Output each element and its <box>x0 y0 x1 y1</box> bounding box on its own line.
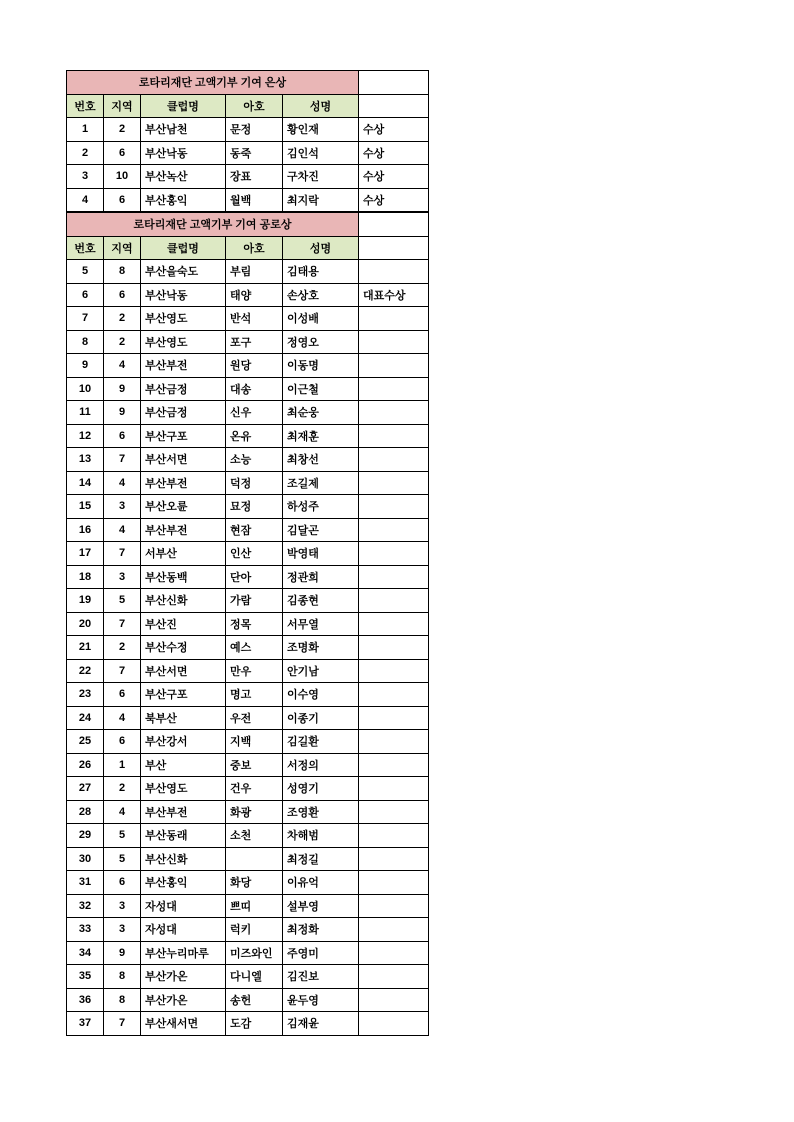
table-row <box>67 824 429 848</box>
table-row <box>67 330 429 354</box>
header-spacer <box>359 94 429 118</box>
cell-number: 21 <box>67 636 104 660</box>
cell-pen-name: 중보 <box>226 753 283 777</box>
cell-number: 7 <box>67 307 104 331</box>
cell-pen-name: 반석 <box>226 307 283 331</box>
cell-club-name: 부산강서 <box>141 730 226 754</box>
row-note <box>359 847 429 871</box>
column-header: 아호 <box>226 94 283 118</box>
cell-club-name: 부산부전 <box>141 471 226 495</box>
cell-member-name: 이성배 <box>283 307 359 331</box>
cell-member-name: 김진보 <box>283 965 359 989</box>
row-note <box>359 918 429 942</box>
cell-club-name: 부산수정 <box>141 636 226 660</box>
column-header: 클럽명 <box>141 236 226 260</box>
cell-club-name: 부산녹산 <box>141 165 226 189</box>
cell-club-name: 부산구포 <box>141 424 226 448</box>
cell-district: 8 <box>104 965 141 989</box>
cell-number: 5 <box>67 260 104 284</box>
cell-district: 8 <box>104 260 141 284</box>
cell-number: 10 <box>67 377 104 401</box>
cell-district: 10 <box>104 165 141 189</box>
cell-pen-name: 장표 <box>226 165 283 189</box>
table-title: 로타리재단 고액기부 기여 은상 <box>67 71 359 95</box>
table-row <box>67 165 429 189</box>
table-row <box>67 800 429 824</box>
cell-district: 5 <box>104 589 141 613</box>
cell-club-name: 부산남천 <box>141 118 226 142</box>
cell-pen-name: 부림 <box>226 260 283 284</box>
table-row <box>67 495 429 519</box>
cell-club-name: 서부산 <box>141 542 226 566</box>
cell-club-name: 부산 <box>141 753 226 777</box>
cell-pen-name: 만우 <box>226 659 283 683</box>
cell-district: 4 <box>104 354 141 378</box>
cell-district: 6 <box>104 730 141 754</box>
cell-member-name: 정관희 <box>283 565 359 589</box>
row-note <box>359 988 429 1012</box>
cell-member-name: 김길환 <box>283 730 359 754</box>
table-row <box>67 283 429 307</box>
cell-number: 2 <box>67 141 104 165</box>
cell-club-name: 북부산 <box>141 706 226 730</box>
row-note <box>359 424 429 448</box>
cell-number: 14 <box>67 471 104 495</box>
cell-number: 27 <box>67 777 104 801</box>
cell-pen-name: 우전 <box>226 706 283 730</box>
row-note <box>359 330 429 354</box>
row-note <box>359 800 429 824</box>
column-header: 지역 <box>104 236 141 260</box>
row-note <box>359 448 429 472</box>
cell-pen-name: 정목 <box>226 612 283 636</box>
row-note <box>359 894 429 918</box>
cell-number: 30 <box>67 847 104 871</box>
cell-district: 3 <box>104 565 141 589</box>
cell-club-name: 부산금정 <box>141 401 226 425</box>
cell-pen-name: 단아 <box>226 565 283 589</box>
cell-number: 22 <box>67 659 104 683</box>
row-note: 수상 <box>359 118 429 142</box>
cell-club-name: 자성대 <box>141 918 226 942</box>
cell-number: 13 <box>67 448 104 472</box>
table-row <box>67 589 429 613</box>
cell-club-name: 부산낙동 <box>141 141 226 165</box>
table-row <box>67 377 429 401</box>
column-header: 아호 <box>226 236 283 260</box>
cell-club-name: 부산가온 <box>141 988 226 1012</box>
row-note <box>359 941 429 965</box>
cell-member-name: 최정길 <box>283 847 359 871</box>
row-note <box>359 965 429 989</box>
cell-member-name: 손상호 <box>283 283 359 307</box>
table-row <box>67 659 429 683</box>
cell-number: 19 <box>67 589 104 613</box>
cell-club-name: 부산금정 <box>141 377 226 401</box>
cell-club-name: 부산누리마루 <box>141 941 226 965</box>
cell-club-name: 자성대 <box>141 894 226 918</box>
cell-district: 1 <box>104 753 141 777</box>
cell-pen-name: 신우 <box>226 401 283 425</box>
cell-member-name: 주영미 <box>283 941 359 965</box>
title-spacer <box>359 71 429 95</box>
cell-district: 6 <box>104 871 141 895</box>
table-row <box>67 260 429 284</box>
cell-district: 5 <box>104 824 141 848</box>
table-header-row <box>67 94 429 118</box>
cell-club-name: 부산신화 <box>141 589 226 613</box>
table-header-row <box>67 236 429 260</box>
cell-member-name: 구차진 <box>283 165 359 189</box>
table-title-row <box>67 213 429 237</box>
cell-club-name: 부산서면 <box>141 659 226 683</box>
cell-pen-name: 소천 <box>226 824 283 848</box>
cell-pen-name: 문정 <box>226 118 283 142</box>
cell-club-name: 부산신화 <box>141 847 226 871</box>
cell-pen-name: 온유 <box>226 424 283 448</box>
row-note <box>359 824 429 848</box>
table-row <box>67 448 429 472</box>
row-note: 수상 <box>359 165 429 189</box>
cell-number: 11 <box>67 401 104 425</box>
cell-pen-name: 태양 <box>226 283 283 307</box>
row-note <box>359 683 429 707</box>
cell-member-name: 하성주 <box>283 495 359 519</box>
cell-member-name: 김인석 <box>283 141 359 165</box>
cell-district: 9 <box>104 377 141 401</box>
row-note <box>359 777 429 801</box>
cell-member-name: 최창선 <box>283 448 359 472</box>
table-row <box>67 706 429 730</box>
cell-district: 7 <box>104 1012 141 1036</box>
column-header: 성명 <box>283 236 359 260</box>
cell-club-name: 부산새서면 <box>141 1012 226 1036</box>
row-note <box>359 730 429 754</box>
cell-district: 7 <box>104 448 141 472</box>
cell-pen-name: 송헌 <box>226 988 283 1012</box>
cell-club-name: 부산부전 <box>141 518 226 542</box>
cell-pen-name: 동죽 <box>226 141 283 165</box>
cell-number: 34 <box>67 941 104 965</box>
cell-pen-name: 원당 <box>226 354 283 378</box>
cell-club-name: 부산진 <box>141 612 226 636</box>
cell-member-name: 김재윤 <box>283 1012 359 1036</box>
row-note <box>359 753 429 777</box>
cell-number: 1 <box>67 118 104 142</box>
cell-club-name: 부산구포 <box>141 683 226 707</box>
row-note <box>359 518 429 542</box>
table-row <box>67 612 429 636</box>
cell-member-name: 김종현 <box>283 589 359 613</box>
cell-club-name: 부산을숙도 <box>141 260 226 284</box>
cell-club-name: 부산영도 <box>141 307 226 331</box>
table-row <box>67 988 429 1012</box>
table-row <box>67 683 429 707</box>
cell-number: 8 <box>67 330 104 354</box>
row-note <box>359 871 429 895</box>
cell-district: 7 <box>104 542 141 566</box>
row-note <box>359 377 429 401</box>
cell-district: 4 <box>104 706 141 730</box>
cell-member-name: 이근철 <box>283 377 359 401</box>
row-note: 수상 <box>359 188 429 212</box>
table-row <box>67 542 429 566</box>
cell-number: 32 <box>67 894 104 918</box>
table-row <box>67 918 429 942</box>
table-row <box>67 354 429 378</box>
cell-club-name: 부산홍익 <box>141 871 226 895</box>
cell-district: 2 <box>104 118 141 142</box>
row-note: 수상 <box>359 141 429 165</box>
table-title-row <box>67 71 429 95</box>
cell-district: 8 <box>104 988 141 1012</box>
row-note <box>359 401 429 425</box>
table-row <box>67 941 429 965</box>
cell-district: 6 <box>104 683 141 707</box>
cell-pen-name: 월백 <box>226 188 283 212</box>
cell-number: 4 <box>67 188 104 212</box>
cell-pen-name: 다니엘 <box>226 965 283 989</box>
cell-member-name: 이동명 <box>283 354 359 378</box>
cell-club-name: 부산홍익 <box>141 188 226 212</box>
row-note <box>359 706 429 730</box>
cell-pen-name: 소능 <box>226 448 283 472</box>
table-row <box>67 1012 429 1036</box>
cell-pen-name: 럭키 <box>226 918 283 942</box>
title-spacer <box>359 213 429 237</box>
cell-member-name: 서정의 <box>283 753 359 777</box>
cell-pen-name <box>226 847 283 871</box>
cell-number: 28 <box>67 800 104 824</box>
cell-district: 9 <box>104 401 141 425</box>
table-row <box>67 471 429 495</box>
row-note <box>359 636 429 660</box>
cell-member-name: 조명화 <box>283 636 359 660</box>
cell-member-name: 황인재 <box>283 118 359 142</box>
cell-club-name: 부산동백 <box>141 565 226 589</box>
cell-club-name: 부산부전 <box>141 800 226 824</box>
cell-number: 29 <box>67 824 104 848</box>
table-row <box>67 188 429 212</box>
row-note <box>359 260 429 284</box>
cell-member-name: 정영오 <box>283 330 359 354</box>
row-note <box>359 542 429 566</box>
table-row <box>67 753 429 777</box>
cell-district: 4 <box>104 471 141 495</box>
cell-club-name: 부산낙동 <box>141 283 226 307</box>
cell-club-name: 부산서면 <box>141 448 226 472</box>
cell-member-name: 김태용 <box>283 260 359 284</box>
column-header: 지역 <box>104 94 141 118</box>
cell-district: 2 <box>104 307 141 331</box>
cell-member-name: 김달곤 <box>283 518 359 542</box>
cell-district: 2 <box>104 636 141 660</box>
row-note <box>359 589 429 613</box>
table-row <box>67 518 429 542</box>
cell-number: 24 <box>67 706 104 730</box>
cell-pen-name: 포구 <box>226 330 283 354</box>
cell-district: 7 <box>104 659 141 683</box>
cell-pen-name: 예스 <box>226 636 283 660</box>
cell-district: 4 <box>104 800 141 824</box>
cell-district: 7 <box>104 612 141 636</box>
cell-district: 2 <box>104 777 141 801</box>
table-row <box>67 565 429 589</box>
cell-pen-name: 현잠 <box>226 518 283 542</box>
table-row <box>67 847 429 871</box>
cell-member-name: 박영태 <box>283 542 359 566</box>
cell-number: 35 <box>67 965 104 989</box>
cell-pen-name: 건우 <box>226 777 283 801</box>
cell-number: 3 <box>67 165 104 189</box>
table-row <box>67 141 429 165</box>
cell-club-name: 부산부전 <box>141 354 226 378</box>
merit-award-table <box>66 212 429 1036</box>
cell-member-name: 차해범 <box>283 824 359 848</box>
row-note <box>359 307 429 331</box>
cell-number: 15 <box>67 495 104 519</box>
cell-district: 3 <box>104 918 141 942</box>
cell-pen-name: 화당 <box>226 871 283 895</box>
cell-member-name: 조길제 <box>283 471 359 495</box>
column-header: 성명 <box>283 94 359 118</box>
cell-club-name: 부산영도 <box>141 330 226 354</box>
cell-pen-name: 지백 <box>226 730 283 754</box>
table-row <box>67 871 429 895</box>
row-note <box>359 659 429 683</box>
cell-number: 12 <box>67 424 104 448</box>
cell-number: 37 <box>67 1012 104 1036</box>
cell-district: 6 <box>104 283 141 307</box>
cell-member-name: 설부영 <box>283 894 359 918</box>
cell-district: 3 <box>104 495 141 519</box>
cell-district: 2 <box>104 330 141 354</box>
cell-number: 23 <box>67 683 104 707</box>
cell-district: 6 <box>104 188 141 212</box>
table-row <box>67 636 429 660</box>
cell-district: 3 <box>104 894 141 918</box>
table-row <box>67 965 429 989</box>
cell-district: 5 <box>104 847 141 871</box>
cell-member-name: 이종기 <box>283 706 359 730</box>
table-title: 로타리재단 고액기부 기여 공로상 <box>67 213 359 237</box>
cell-number: 25 <box>67 730 104 754</box>
cell-number: 36 <box>67 988 104 1012</box>
cell-number: 33 <box>67 918 104 942</box>
cell-district: 9 <box>104 941 141 965</box>
cell-number: 18 <box>67 565 104 589</box>
table-row <box>67 894 429 918</box>
cell-member-name: 안기남 <box>283 659 359 683</box>
cell-pen-name: 가람 <box>226 589 283 613</box>
cell-number: 16 <box>67 518 104 542</box>
award-tables <box>66 70 429 1036</box>
cell-member-name: 이유억 <box>283 871 359 895</box>
cell-member-name: 최재훈 <box>283 424 359 448</box>
cell-member-name: 성영기 <box>283 777 359 801</box>
cell-club-name: 부산오륜 <box>141 495 226 519</box>
cell-pen-name: 화광 <box>226 800 283 824</box>
header-spacer <box>359 236 429 260</box>
cell-pen-name: 묘정 <box>226 495 283 519</box>
row-note <box>359 565 429 589</box>
table-row <box>67 401 429 425</box>
cell-member-name: 조영환 <box>283 800 359 824</box>
table-row <box>67 730 429 754</box>
cell-district: 4 <box>104 518 141 542</box>
row-note <box>359 495 429 519</box>
cell-number: 6 <box>67 283 104 307</box>
cell-pen-name: 명고 <box>226 683 283 707</box>
cell-district: 6 <box>104 424 141 448</box>
cell-pen-name: 쁘띠 <box>226 894 283 918</box>
row-note <box>359 1012 429 1036</box>
cell-number: 17 <box>67 542 104 566</box>
cell-member-name: 이수영 <box>283 683 359 707</box>
cell-pen-name: 덕정 <box>226 471 283 495</box>
cell-member-name: 최지락 <box>283 188 359 212</box>
cell-pen-name: 도감 <box>226 1012 283 1036</box>
cell-number: 20 <box>67 612 104 636</box>
cell-number: 9 <box>67 354 104 378</box>
table-row <box>67 424 429 448</box>
cell-club-name: 부산가온 <box>141 965 226 989</box>
cell-member-name: 윤두영 <box>283 988 359 1012</box>
row-note <box>359 354 429 378</box>
cell-member-name: 최정화 <box>283 918 359 942</box>
column-header: 번호 <box>67 94 104 118</box>
cell-district: 6 <box>104 141 141 165</box>
cell-club-name: 부산동래 <box>141 824 226 848</box>
cell-pen-name: 미즈와인 <box>226 941 283 965</box>
silver-award-table <box>66 70 429 212</box>
column-header: 번호 <box>67 236 104 260</box>
cell-member-name: 서무열 <box>283 612 359 636</box>
table-row <box>67 118 429 142</box>
cell-number: 26 <box>67 753 104 777</box>
cell-number: 31 <box>67 871 104 895</box>
cell-pen-name: 인산 <box>226 542 283 566</box>
cell-member-name: 최순웅 <box>283 401 359 425</box>
table-row <box>67 777 429 801</box>
row-note: 대표수상 <box>359 283 429 307</box>
row-note <box>359 471 429 495</box>
cell-pen-name: 대송 <box>226 377 283 401</box>
row-note <box>359 612 429 636</box>
cell-club-name: 부산영도 <box>141 777 226 801</box>
table-row <box>67 307 429 331</box>
column-header: 클럽명 <box>141 94 226 118</box>
